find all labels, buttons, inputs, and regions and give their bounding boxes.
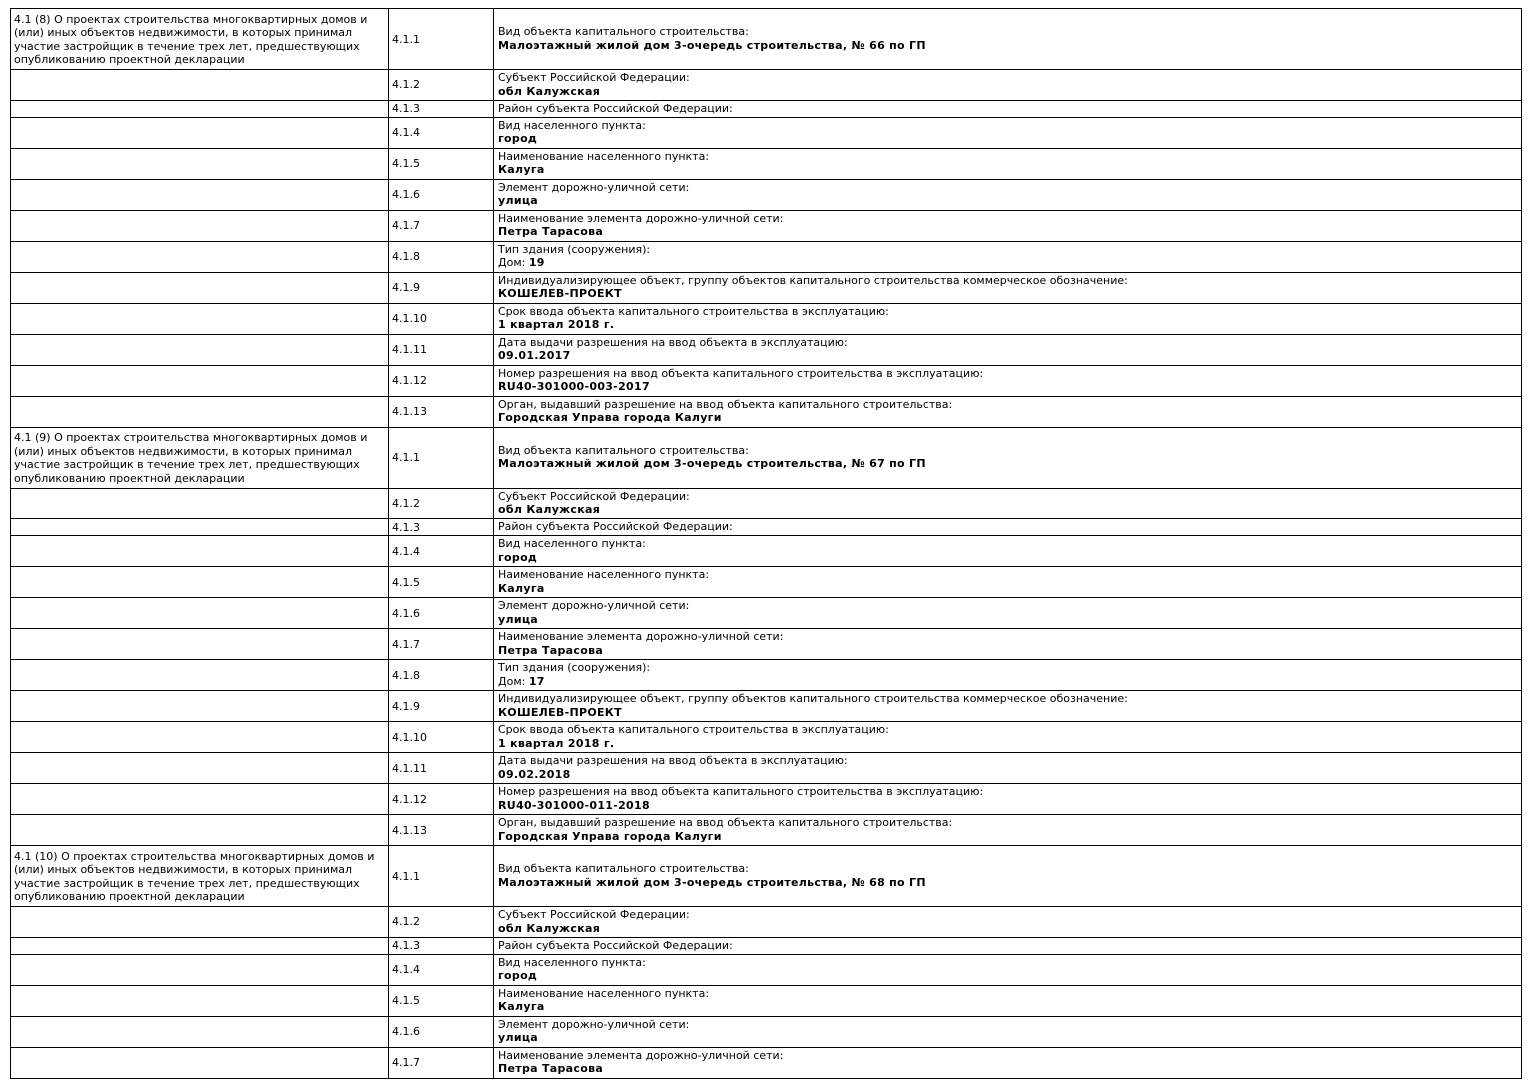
item-number-cell [389,1016,494,1047]
field-value [498,737,1517,751]
value-cell [494,148,1522,179]
value-cell-content [494,242,1521,272]
field-label: Вид населенного пункта: [498,537,646,551]
value-cell [494,722,1522,753]
field-value-text: 09.02.2018 [498,767,571,781]
field-value-text: КОШЕЛЕВ-ПРОЕКТ [498,287,622,301]
table-row [11,117,1522,148]
item-number: 4.1.5 [392,575,420,589]
field-value-text: улица [498,1031,539,1045]
item-number: 4.1.6 [392,188,420,201]
value-cell-content [494,1017,1521,1047]
field-value-text: Малоэтажный жилой дом 3-очередь строительства, № 67 по ГП [498,457,926,471]
field-value-text: Калуга [498,581,545,595]
description-cell [11,598,389,629]
value-cell [494,9,1522,70]
item-number-cell [389,536,494,567]
field-value-text: Городская Управа города Калуги [498,411,722,425]
value-cell-content [494,536,1521,566]
item-number: 4.1.4 [392,544,420,558]
field-value-text: Петра Тарасова [498,225,604,239]
description-cell [11,1047,389,1078]
item-number: 4.1.5 [392,994,420,1007]
description-cell [11,519,389,536]
value-cell-content [494,519,1521,535]
field-label: Срок ввода объекта капитального строительства в эксплуатацию: [498,304,889,318]
field-label: Индивидуализирующее объект, группу объектов капитального строительства коммерческое обозначение: [498,692,1128,706]
item-number-cell [389,753,494,784]
item-number-cell [389,691,494,722]
item-number: 4.1.7 [392,637,420,651]
table-row [11,148,1522,179]
table-row [11,691,1522,722]
description-cell [11,985,389,1016]
field-value-prefix: Дом: [498,674,529,688]
value-cell-content [494,629,1521,659]
field-label: Район субъекта Российской Федерации: [498,101,733,115]
value-cell [494,536,1522,567]
description-cell [11,100,389,117]
description-cell [11,210,389,241]
field-value-text: Малоэтажный жилой дом 3-очередь строительства, № 66 по ГП [498,38,926,52]
value-cell [494,815,1522,846]
description-cell [11,241,389,272]
field-label: Дата выдачи разрешения на ввод объекта в эксплуатацию: [498,335,848,349]
field-label: Вид объекта капитального строительства: [498,862,749,876]
field-label: Район субъекта Российской Федерации: [498,938,733,952]
value-cell [494,210,1522,241]
table-row [11,753,1522,784]
item-number-cell [389,9,494,70]
value-cell-content [494,443,1521,473]
item-number: 4.1.7 [392,219,420,232]
field-value [498,39,1517,53]
table-row [11,9,1522,70]
field-value-text: обл Калужская [498,84,601,98]
description-cell [11,148,389,179]
table-row [11,365,1522,396]
item-number-cell [389,241,494,272]
item-number: 4.1.3 [392,520,420,534]
field-value [498,706,1517,720]
item-number: 4.1.11 [392,343,427,356]
value-cell-content [494,861,1521,891]
value-cell [494,179,1522,210]
field-value-prefix: Дом: [498,256,529,270]
value-cell-content [494,304,1521,334]
value-cell [494,567,1522,598]
field-label: Индивидуализирующее объект, группу объектов капитального строительства коммерческое обозначение: [498,273,1128,287]
table-row [11,815,1522,846]
value-cell-content [494,938,1521,954]
description-cell [11,427,389,488]
value-cell [494,753,1522,784]
field-value [498,1031,1517,1045]
value-cell-content [494,907,1521,937]
field-label: Наименование населенного пункта: [498,568,710,582]
table-row [11,1047,1522,1078]
field-value [498,457,1517,471]
value-cell-content [494,722,1521,752]
field-value [498,163,1517,177]
description-cell [11,629,389,660]
item-number-cell [389,272,494,303]
field-value-text: улица [498,194,539,208]
value-cell [494,334,1522,365]
table-row [11,954,1522,985]
field-label: Наименование населенного пункта: [498,149,710,163]
value-cell-content [494,986,1521,1016]
table-row [11,629,1522,660]
field-label: Субъект Российской Федерации: [498,908,690,921]
description-cell [11,954,389,985]
value-cell-content [494,567,1521,597]
table-row [11,907,1522,938]
table-row [11,396,1522,427]
item-number: 4.1.3 [392,939,420,952]
item-number-cell [389,179,494,210]
value-cell [494,846,1522,907]
field-value [498,768,1517,782]
field-value [498,380,1517,394]
field-value [498,1062,1517,1076]
field-value [498,1000,1517,1014]
field-value [498,969,1517,983]
value-cell-content [494,397,1521,427]
value-cell [494,660,1522,691]
item-number: 4.1.13 [392,823,427,837]
field-value-text: Калуга [498,163,545,177]
value-cell [494,954,1522,985]
value-cell-content [494,784,1521,814]
description-cell [11,691,389,722]
value-cell [494,519,1522,536]
field-value-text: город [498,550,538,564]
value-cell [494,117,1522,148]
field-label: Вид объекта капитального строительства: [498,443,749,457]
item-number: 4.1.6 [392,606,420,620]
description-cell [11,722,389,753]
field-value [498,225,1517,239]
table-row [11,179,1522,210]
item-number-cell [389,722,494,753]
item-number: 4.1.12 [392,792,427,806]
item-number-cell [389,815,494,846]
field-value [498,318,1517,332]
field-value [498,256,1517,270]
field-value-text: город [498,132,538,146]
item-number: 4.1.5 [392,157,420,170]
item-number: 4.1.3 [392,102,420,115]
value-cell [494,427,1522,488]
item-number: 4.1.7 [392,1056,420,1069]
item-number: 4.1.9 [392,281,420,294]
value-cell [494,1016,1522,1047]
item-number-cell [389,396,494,427]
description-cell [11,9,389,70]
field-label: Наименование населенного пункта: [498,986,710,1000]
field-value-text: город [498,969,538,983]
table-row [11,100,1522,117]
value-cell-content [494,335,1521,365]
item-number: 4.1.2 [392,915,420,929]
item-number: 4.1.8 [392,250,420,263]
field-label: Субъект Российской Федерации: [498,71,690,84]
field-value-text: Петра Тарасова [498,1062,604,1076]
field-value [498,613,1517,627]
item-number: 4.1.1 [392,451,420,464]
value-cell [494,598,1522,629]
item-number-cell [389,365,494,396]
item-number-cell [389,100,494,117]
value-cell [494,1047,1522,1078]
field-value [498,411,1517,425]
table-row [11,427,1522,488]
item-number: 4.1.10 [392,730,427,744]
field-value [498,503,1517,517]
table-row [11,598,1522,629]
value-cell [494,272,1522,303]
field-label: Тип здания (сооружения): [498,242,651,256]
value-cell [494,241,1522,272]
item-number-cell [389,784,494,815]
description-cell [11,365,389,396]
item-number-cell [389,985,494,1016]
field-label: Наименование элемента дорожно-уличной сети: [498,211,784,225]
description-cell [11,660,389,691]
field-label: Субъект Российской Федерации: [498,489,690,503]
field-label: Номер разрешения на ввод объекта капитального строительства в эксплуатацию: [498,366,984,380]
table-row [11,1016,1522,1047]
value-cell [494,396,1522,427]
value-cell [494,488,1522,519]
item-number-cell [389,567,494,598]
table-row [11,303,1522,334]
field-label: Элемент дорожно-уличной сети: [498,599,690,613]
description-cell [11,488,389,519]
description-cell [11,567,389,598]
item-number-cell [389,629,494,660]
value-cell-content [494,101,1521,117]
description-cell [11,70,389,101]
field-label: Орган, выдавший разрешение на ввод объекта капитального строительства: [498,816,953,830]
value-cell-content [494,273,1521,303]
field-value [498,85,1517,99]
field-value-text: Малоэтажный жилой дом 3-очередь строительства, № 68 по ГП [498,875,926,889]
field-value-text: RU40-301000-011-2018 [498,798,650,812]
value-cell [494,365,1522,396]
field-label: Вид населенного пункта: [498,955,646,969]
field-value-text: RU40-301000-003-2017 [498,380,650,394]
field-value-text: улица [498,612,539,626]
table-row [11,241,1522,272]
description-cell [11,272,389,303]
field-value [498,132,1517,146]
field-value-text: 1 квартал 2018 г. [498,318,615,332]
field-label: Орган, выдавший разрешение на ввод объекта капитального строительства: [498,397,953,411]
field-label: Тип здания (сооружения): [498,661,651,675]
field-label: Срок ввода объекта капитального строительства в эксплуатацию: [498,723,889,737]
table-row [11,985,1522,1016]
value-cell-content [494,753,1521,783]
table-row [11,784,1522,815]
value-cell-content [494,211,1521,241]
field-label: Вид населенного пункта: [498,118,646,132]
value-cell [494,985,1522,1016]
description-cell [11,334,389,365]
field-value [498,922,1517,936]
item-number: 4.1.8 [392,668,420,682]
item-number-cell [389,660,494,691]
item-number: 4.1.9 [392,699,420,713]
item-number-cell [389,954,494,985]
item-number-cell [389,488,494,519]
item-number-cell [389,70,494,101]
table-row [11,567,1522,598]
field-value-text: Городская Управа города Калуги [498,829,722,843]
field-value-text: КОШЕЛЕВ-ПРОЕКТ [498,705,622,719]
field-label: Элемент дорожно-уличной сети: [498,180,690,194]
field-label: Элемент дорожно-уличной сети: [498,1017,690,1031]
value-cell-content [494,149,1521,179]
field-label: Вид объекта капитального строительства: [498,25,749,39]
field-label: Наименование элемента дорожно-уличной сети: [498,1048,784,1062]
field-value [498,287,1517,301]
field-value [498,876,1517,890]
field-value-text: Петра Тарасова [498,643,604,657]
item-number: 4.1.11 [392,761,427,775]
field-value-text: обл Калужская [498,921,601,935]
field-value [498,551,1517,565]
value-cell-content [494,489,1521,519]
description-cell [11,536,389,567]
value-cell-content [494,691,1521,721]
description-cell [11,303,389,334]
description-cell [11,784,389,815]
item-number-cell [389,117,494,148]
item-number: 4.1.2 [392,496,420,510]
field-value-text: 09.01.2017 [498,349,571,363]
table-row [11,210,1522,241]
table-row [11,519,1522,536]
field-value [498,830,1517,844]
value-cell [494,303,1522,334]
value-cell-content [494,815,1521,845]
item-number: 4.1.2 [392,78,420,92]
section-header-text: 4.1 (10) О проектах строительства многоквартирных домов и (или) иных объектов недвижимости, в которых принимал участие застройщик в течение трех лет, предшествующих опубликованию проектной декларации [14,849,375,903]
section-header-text: 4.1 (8) О проектах строительства многоквартирных домов и (или) иных объектов недвижимости, в которых принимал участие застройщик в течение трех лет, предшествующих опубликованию проектной декларации [14,12,368,66]
table-row [11,536,1522,567]
item-number: 4.1.1 [392,32,420,46]
description-cell [11,179,389,210]
description-cell [11,846,389,907]
table-row [11,660,1522,691]
description-cell [11,907,389,938]
description-cell [11,117,389,148]
table-row [11,846,1522,907]
value-cell [494,70,1522,101]
description-cell [11,815,389,846]
item-number-cell [389,148,494,179]
value-cell-content [494,955,1521,985]
field-label: Дата выдачи разрешения на ввод объекта в эксплуатацию: [498,754,848,768]
value-cell [494,691,1522,722]
field-value-text: 17 [528,674,545,688]
value-cell-content [494,24,1521,54]
value-cell-content [494,598,1521,628]
item-number: 4.1.10 [392,312,427,325]
item-number: 4.1.4 [392,963,420,976]
table-row [11,937,1522,954]
value-cell-content [494,70,1521,100]
table-row [11,488,1522,519]
item-number-cell [389,907,494,938]
item-number: 4.1.13 [392,405,427,418]
value-cell-content [494,660,1521,690]
item-number-cell [389,334,494,365]
project-declaration-table [10,8,1522,1079]
field-value [498,675,1517,689]
field-value-text: 19 [528,256,545,270]
item-number-cell [389,846,494,907]
description-cell [11,1016,389,1047]
description-cell [11,396,389,427]
section-header-text: 4.1 (9) О проектах строительства многоквартирных домов и (или) иных объектов недвижимости, в которых принимал участие застройщик в течение трех лет, предшествующих опубликованию проектной декларации [14,431,368,485]
table-row [11,272,1522,303]
value-cell [494,629,1522,660]
item-number: 4.1.12 [392,374,427,387]
field-label: Номер разрешения на ввод объекта капитального строительства в эксплуатацию: [498,785,984,799]
description-cell [11,753,389,784]
item-number-cell [389,303,494,334]
item-number-cell [389,1047,494,1078]
field-value-text: обл Калужская [498,503,601,516]
item-number-cell [389,598,494,629]
table-row [11,722,1522,753]
field-value-text: Калуга [498,1000,545,1014]
item-number-cell [389,210,494,241]
field-value [498,644,1517,658]
item-number-cell [389,519,494,536]
value-cell-content [494,1048,1521,1078]
field-value [498,349,1517,363]
description-cell [11,937,389,954]
value-cell [494,784,1522,815]
field-value-text: 1 квартал 2018 г. [498,736,615,750]
item-number-cell [389,427,494,488]
item-number: 4.1.6 [392,1025,420,1038]
field-value [498,799,1517,813]
value-cell [494,937,1522,954]
field-label: Наименование элемента дорожно-уличной сети: [498,630,784,644]
item-number: 4.1.4 [392,126,420,139]
value-cell [494,100,1522,117]
value-cell-content [494,180,1521,210]
field-value [498,194,1517,208]
field-label: Район субъекта Российской Федерации: [498,520,733,534]
item-number-cell [389,937,494,954]
value-cell-content [494,366,1521,396]
value-cell-content [494,118,1521,148]
value-cell [494,907,1522,938]
table-row [11,334,1522,365]
table-row [11,70,1522,101]
item-number: 4.1.1 [392,869,420,883]
field-value [498,582,1517,596]
